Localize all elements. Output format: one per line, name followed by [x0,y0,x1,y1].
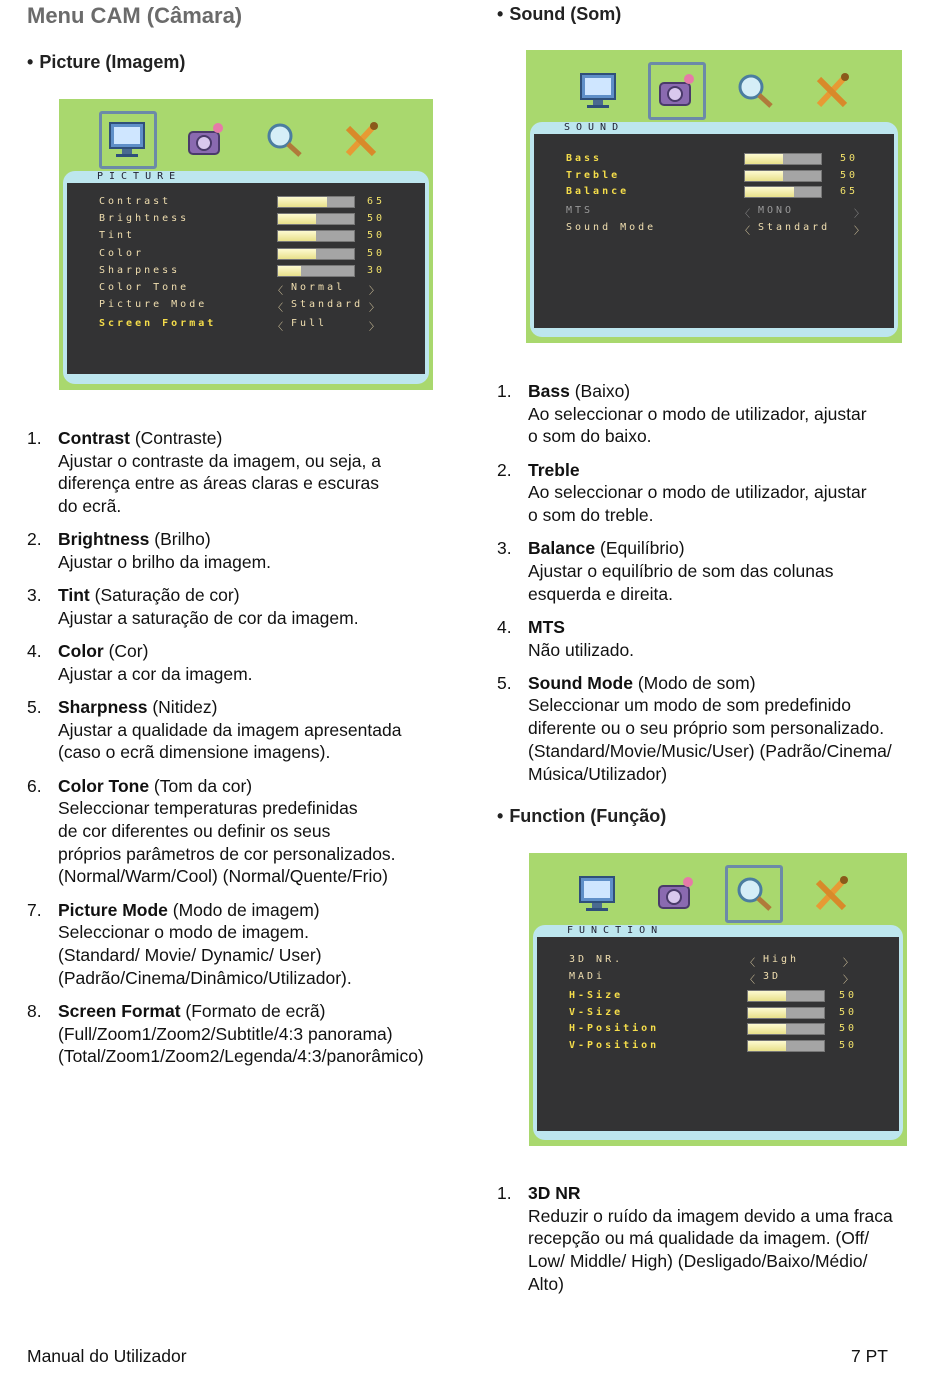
item-title [528,672,942,695]
item-title [58,640,467,663]
sound-osd-screenshot [526,50,902,343]
osd-row-label: Sharpness [99,264,181,276]
osd-row-color-tone [67,280,425,297]
item-description-line: (Total/Zoom1/Zoom2/Legenda/4:3/panorâmico) [58,1046,424,1067]
item-translation: (Contraste) [129,428,223,448]
osd-level-bar [277,230,355,242]
osd-level-value: 50 [839,990,858,1001]
osd-level-fill [748,1024,786,1034]
chevron-left-icon: 〈 [273,286,286,297]
item-translation: (Formato de ecrã) [180,1000,326,1021]
item-number: 1. [497,381,512,401]
osd-row-sharpness [67,263,425,280]
bullet: • [497,806,504,826]
item-description-line: Seleccionar temperaturas predefinidas [58,798,358,819]
osd-panel-title: SOUND [564,122,625,133]
osd-level-value: 50 [840,153,859,164]
item-description-line: o som do baixo. [528,426,652,447]
osd-level-value: 50 [839,1039,858,1051]
osd-level-fill [278,214,316,224]
osd-icon-row [569,865,861,923]
osd-option-value: Normal [291,282,346,293]
osd-row-v-size [537,1005,899,1022]
monitor-icon [569,865,627,923]
monitor-icon [99,111,157,169]
item-term: Tint [58,585,90,606]
item-number: 2. [497,459,512,480]
item-number: 8. [27,1000,42,1021]
item-number: 1. [497,1183,512,1203]
item-title [528,1182,942,1205]
osd-row-label: Brightness [99,213,190,225]
osd-row-label: H-Size [569,990,624,1001]
osd-level-value: 50 [839,1006,858,1018]
item-description-line: Seleccionar um modo de som predefinido [528,695,851,716]
osd-row-balance [534,184,894,201]
tools-icon [803,865,861,923]
item-description-line: Ajustar a cor da imagem. [58,663,253,684]
osd-row-brightness [67,211,425,228]
chevron-right-icon: 〉 [843,958,856,969]
item-title [528,459,942,482]
osd-row-label: Color Tone [99,282,190,293]
item-term: Treble [528,459,580,480]
item-term: Bass [528,381,570,401]
item-description-line: (Padrão/Cinema/Dinâmico/Utilizador). [58,967,352,988]
osd-level-fill [745,187,794,197]
osd-row-bass [534,151,894,168]
list-item-sound-mode [497,672,942,786]
item-translation: (Nitidez) [147,697,218,718]
item-description-line: Seleccionar o modo de imagem. [58,922,309,943]
chevron-left-icon: 〈 [273,322,286,334]
item-description-line: Ajustar a qualidade da imagem apresentada [58,719,402,740]
tools-icon [333,111,391,169]
picture-heading [27,52,185,73]
osd-level-bar [747,1007,825,1019]
item-number: 5. [27,697,42,718]
item-title [58,899,467,922]
item-translation: (Cor) [103,641,149,662]
osd-dark-panel [67,183,425,374]
osd-row-mts [534,203,894,220]
item-translation: (Modo de imagem) [167,899,320,920]
chevron-right-icon: 〉 [369,322,382,334]
chevron-left-icon: 〈 [745,958,758,969]
osd-row-h-position [537,1021,899,1038]
sound-item-list [497,380,942,796]
item-term: Color Tone [58,775,150,796]
tools-icon [804,62,862,120]
osd-level-value: 65 [840,186,859,197]
item-description-line: Ao seleccionar o modo de utilizador, ajustar [528,403,867,424]
item-title [528,380,942,403]
chevron-left-icon: 〈 [273,303,286,315]
osd-row-label: Treble [566,169,621,181]
osd-row-label: Color [99,247,145,259]
osd-row-sound-mode [534,220,894,237]
magnifier-icon [726,62,784,120]
monitor-icon [570,62,628,120]
osd-level-fill [748,1008,786,1018]
osd-dark-panel [534,134,894,328]
osd-level-bar [747,990,825,1002]
list-item-sharpness [27,696,467,764]
item-description-line: Não utilizado. [528,639,635,660]
osd-level-bar [277,265,355,277]
footer-manual-label: Manual do Utilizador [27,1346,187,1366]
item-title [528,537,942,560]
osd-level-value: 50 [840,169,859,181]
item-description-line: Alto) [528,1273,564,1294]
camera-icon [177,111,235,169]
sound-heading-text: Sound (Som) [509,4,622,24]
osd-level-fill [278,249,316,259]
picture-heading-text: Picture (Imagem) [39,52,186,72]
magnifier-icon [725,865,783,923]
osd-level-bar [744,170,822,182]
item-term: Sound Mode [528,672,633,693]
osd-level-fill [745,154,783,164]
picture-osd-screenshot [59,99,433,390]
item-translation: (Brilho) [149,529,211,550]
item-description-line: diferente ou o seu próprio som personalizado. [528,718,885,739]
item-number: 3. [497,538,512,559]
osd-row-screen-format [67,316,425,333]
item-description-line: Ao seleccionar o modo de utilizador, ajustar [528,482,867,503]
osd-level-value: 50 [367,247,386,259]
osd-row-treble [534,168,894,185]
function-osd-screenshot [529,853,907,1146]
item-description-line: esquerda e direita. [528,583,673,604]
item-title [58,584,467,607]
osd-icon-row [99,111,391,169]
item-title [58,427,467,450]
item-title [58,775,467,798]
osd-row-madi [537,969,899,986]
osd-level-value: 50 [839,1023,858,1034]
item-translation: (Modo de som) [632,672,756,693]
picture-item-list [27,427,467,1079]
chevron-right-icon: 〉 [854,226,867,237]
item-term: Picture Mode [58,899,168,920]
list-item-color-tone [27,775,467,889]
item-number: 3. [27,585,42,606]
osd-level-fill [748,1041,786,1051]
osd-option-value: MONO [758,204,795,216]
item-number: 4. [497,616,512,637]
item-description-line: Ajustar o brilho da imagem. [58,552,272,573]
osd-row-label: MADi [569,971,606,982]
osd-option-value: Standard [291,299,364,311]
item-number: 1. [27,428,42,448]
chevron-right-icon: 〉 [369,303,382,315]
list-item-picture-mode [27,899,467,990]
page-number: 7 PT [851,1346,888,1366]
function-item-list [497,1182,942,1306]
item-description-line: Ajustar o equilíbrio de som das colunas [528,560,834,581]
osd-row-label: Sound Mode [566,222,657,233]
item-term: Color [58,641,104,662]
osd-row-contrast [67,194,425,211]
list-item-brightness [27,528,467,573]
camera-icon [648,62,706,120]
list-item-3d-nr [497,1182,942,1296]
item-translation: (Equilíbrio) [595,538,685,559]
camera-icon [647,865,705,923]
osd-row-label: H-Position [569,1023,660,1034]
osd-level-bar [744,153,822,165]
osd-row-tint [67,228,425,245]
osd-row-label: V-Size [569,1006,624,1018]
item-translation: (Tom da cor) [149,775,253,796]
chevron-left-icon: 〈 [740,226,753,237]
osd-level-bar [744,186,822,198]
osd-level-value: 50 [367,230,386,242]
chevron-left-icon: 〈 [740,208,753,220]
sound-heading [497,4,621,25]
osd-level-bar [277,196,355,208]
osd-level-bar [277,213,355,225]
item-term: MTS [528,616,565,637]
osd-row-label: MTS [566,204,594,216]
item-translation: (Baixo) [569,381,631,401]
item-number: 7. [27,899,42,920]
osd-row-color [67,246,425,263]
osd-level-fill [748,991,786,1001]
list-item-treble [497,459,942,527]
item-description-line: Low/ Middle/ High) (Desligado/Baixo/Médio/ [528,1251,868,1272]
item-title [58,1000,467,1023]
item-number: 2. [27,529,42,550]
item-term: Contrast [58,428,130,448]
item-term: 3D NR [528,1183,581,1203]
item-description-line: (caso o ecrã dimensione imagens). [58,742,331,763]
item-description-line: do ecrã. [58,496,122,517]
osd-level-bar [747,1040,825,1052]
osd-level-value: 50 [367,213,386,225]
item-description-line: diferença entre as áreas claras e escuras [58,473,379,494]
chevron-right-icon: 〉 [854,208,867,220]
osd-row-label: Balance [566,186,630,197]
chevron-left-icon: 〈 [745,975,758,986]
item-description-line: Ajustar o contraste da imagem, ou seja, a [58,450,381,471]
item-title [58,528,467,551]
osd-row-v-position [537,1038,899,1055]
osd-level-bar [747,1023,825,1035]
osd-row-label: V-Position [569,1039,660,1051]
bullet: • [497,4,504,24]
list-item-contrast [27,427,467,518]
item-term: Brightness [58,529,150,550]
chevron-right-icon: 〉 [843,975,856,986]
chevron-right-icon: 〉 [369,286,382,297]
item-term: Balance [528,538,596,559]
osd-dark-panel [537,937,899,1131]
list-item-tint [27,584,467,629]
bullet: • [27,52,34,72]
osd-row-label: 3D NR. [569,954,624,965]
osd-level-fill [278,197,327,207]
item-description-line: (Normal/Warm/Cool) (Normal/Quente/Frio) [58,866,388,887]
item-number: 4. [27,641,42,662]
item-title [528,616,942,639]
item-title [58,696,467,719]
item-number: 5. [497,672,512,693]
list-item-mts [497,616,942,661]
osd-row-3d-nr [537,952,899,969]
osd-panel-title: FUNCTION [567,925,664,936]
osd-row-label: Picture Mode [99,299,208,311]
osd-panel-title: PICTURE [97,171,182,182]
osd-row-label: Screen Format [99,318,217,330]
osd-level-fill [278,231,316,241]
magnifier-icon [255,111,313,169]
item-description-line: Música/Utilizador) [528,763,668,784]
item-description-line: (Full/Zoom1/Zoom2/Subtitle/4:3 panorama) [58,1023,393,1044]
page-title: Menu CAM (Câmara) [27,3,243,28]
osd-level-bar [277,248,355,260]
item-number: 6. [27,775,42,796]
function-heading-text: Function (Função) [509,806,667,826]
item-description-line: (Standard/ Movie/ Dynamic/ User) [58,945,322,966]
osd-option-value: Standard [758,222,831,233]
osd-row-label: Bass [566,153,603,164]
item-translation: (Saturação de cor) [89,585,240,606]
osd-row-h-size [537,988,899,1005]
item-term: Sharpness [58,697,148,718]
item-description-line: próprios parâmetros de cor personalizados. [58,843,396,864]
list-item-color [27,640,467,685]
osd-level-fill [745,171,783,181]
osd-row-label: Tint [99,230,136,242]
osd-row-label: Contrast [99,196,172,207]
function-heading [497,806,666,827]
osd-level-value: 30 [367,264,386,276]
list-item-screen-format [27,1000,467,1068]
item-description-line: de cor diferentes ou definir os seus [58,821,331,842]
list-item-bass [497,380,942,448]
item-description-line: recepção ou má qualidade da imagem. (Off/ [528,1228,870,1249]
osd-row-picture-mode [67,297,425,314]
item-description-line: (Standard/Movie/Music/User) (Padrão/Cinema/ [528,740,892,761]
osd-level-fill [278,266,301,276]
item-term: Screen Format [58,1000,181,1021]
osd-option-value: Full [291,318,328,330]
item-description-line: Ajustar a saturação de cor da imagem. [58,607,359,628]
item-description-line: Reduzir o ruído da imagem devido a uma fraca [528,1205,893,1226]
osd-option-value: 3D [763,971,782,982]
osd-option-value: High [763,954,800,965]
osd-level-value: 65 [367,196,386,207]
osd-icon-row [570,62,862,120]
item-description-line: o som do treble. [528,505,654,526]
list-item-balance [497,537,942,605]
